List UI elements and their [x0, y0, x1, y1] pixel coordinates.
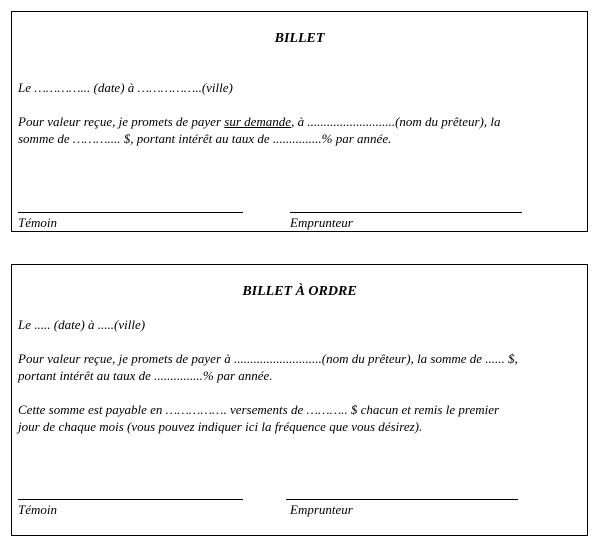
billet-witness-label: Témoin — [18, 215, 57, 230]
billet-ordre-form — [11, 264, 588, 536]
billet-witness-signature-line — [18, 212, 243, 213]
billet-ordre-paragraph-2-line-1: Cette somme est payable en ……………. versements de ……….. $ chacun et remis le premier — [18, 402, 500, 417]
billet-paragraph-start: Pour valeur reçue, je promets de payer — [18, 114, 225, 129]
billet-ordre-paragraph-1-line-2: portant intérêt au taux de ...............% par année. — [18, 368, 273, 383]
billet-title: BILLET — [274, 31, 325, 46]
billet-ordre-witness-signature-line — [18, 499, 243, 500]
billet-ordre-witness-label: Témoin — [18, 502, 57, 517]
billet-on-demand-underlined: sur demande — [224, 114, 292, 129]
billet-ordre-paragraph-2-line-2: jour de chaque mois (vous pouvez indiquer ici la fréquence que vous désirez). — [18, 419, 423, 434]
billet-paragraph-line-1 — [18, 114, 501, 130]
billet-borrower-signature-line — [290, 212, 522, 213]
billet-paragraph-end: , à ...........................(nom du prêteur), la — [291, 114, 501, 129]
billet-paragraph-line-2: somme de ……….... $, portant intérêt au taux de ...............% par année. — [18, 131, 392, 146]
billet-borrower-label: Emprunteur — [290, 215, 353, 230]
billet-ordre-borrower-label: Emprunteur — [290, 502, 353, 517]
billet-ordre-borrower-signature-line — [286, 499, 518, 500]
billet-date-line: Le …………... (date) à ……………..(ville) — [18, 80, 233, 95]
billet-form — [11, 11, 588, 232]
billet-ordre-title: BILLET À ORDRE — [242, 284, 357, 299]
billet-ordre-date-line: Le ..... (date) à .....(ville) — [18, 317, 146, 332]
billet-ordre-paragraph-1-line-1: Pour valeur reçue, je promets de payer à ...........................(nom du prêteur), la somme de ...... $, — [18, 351, 518, 366]
